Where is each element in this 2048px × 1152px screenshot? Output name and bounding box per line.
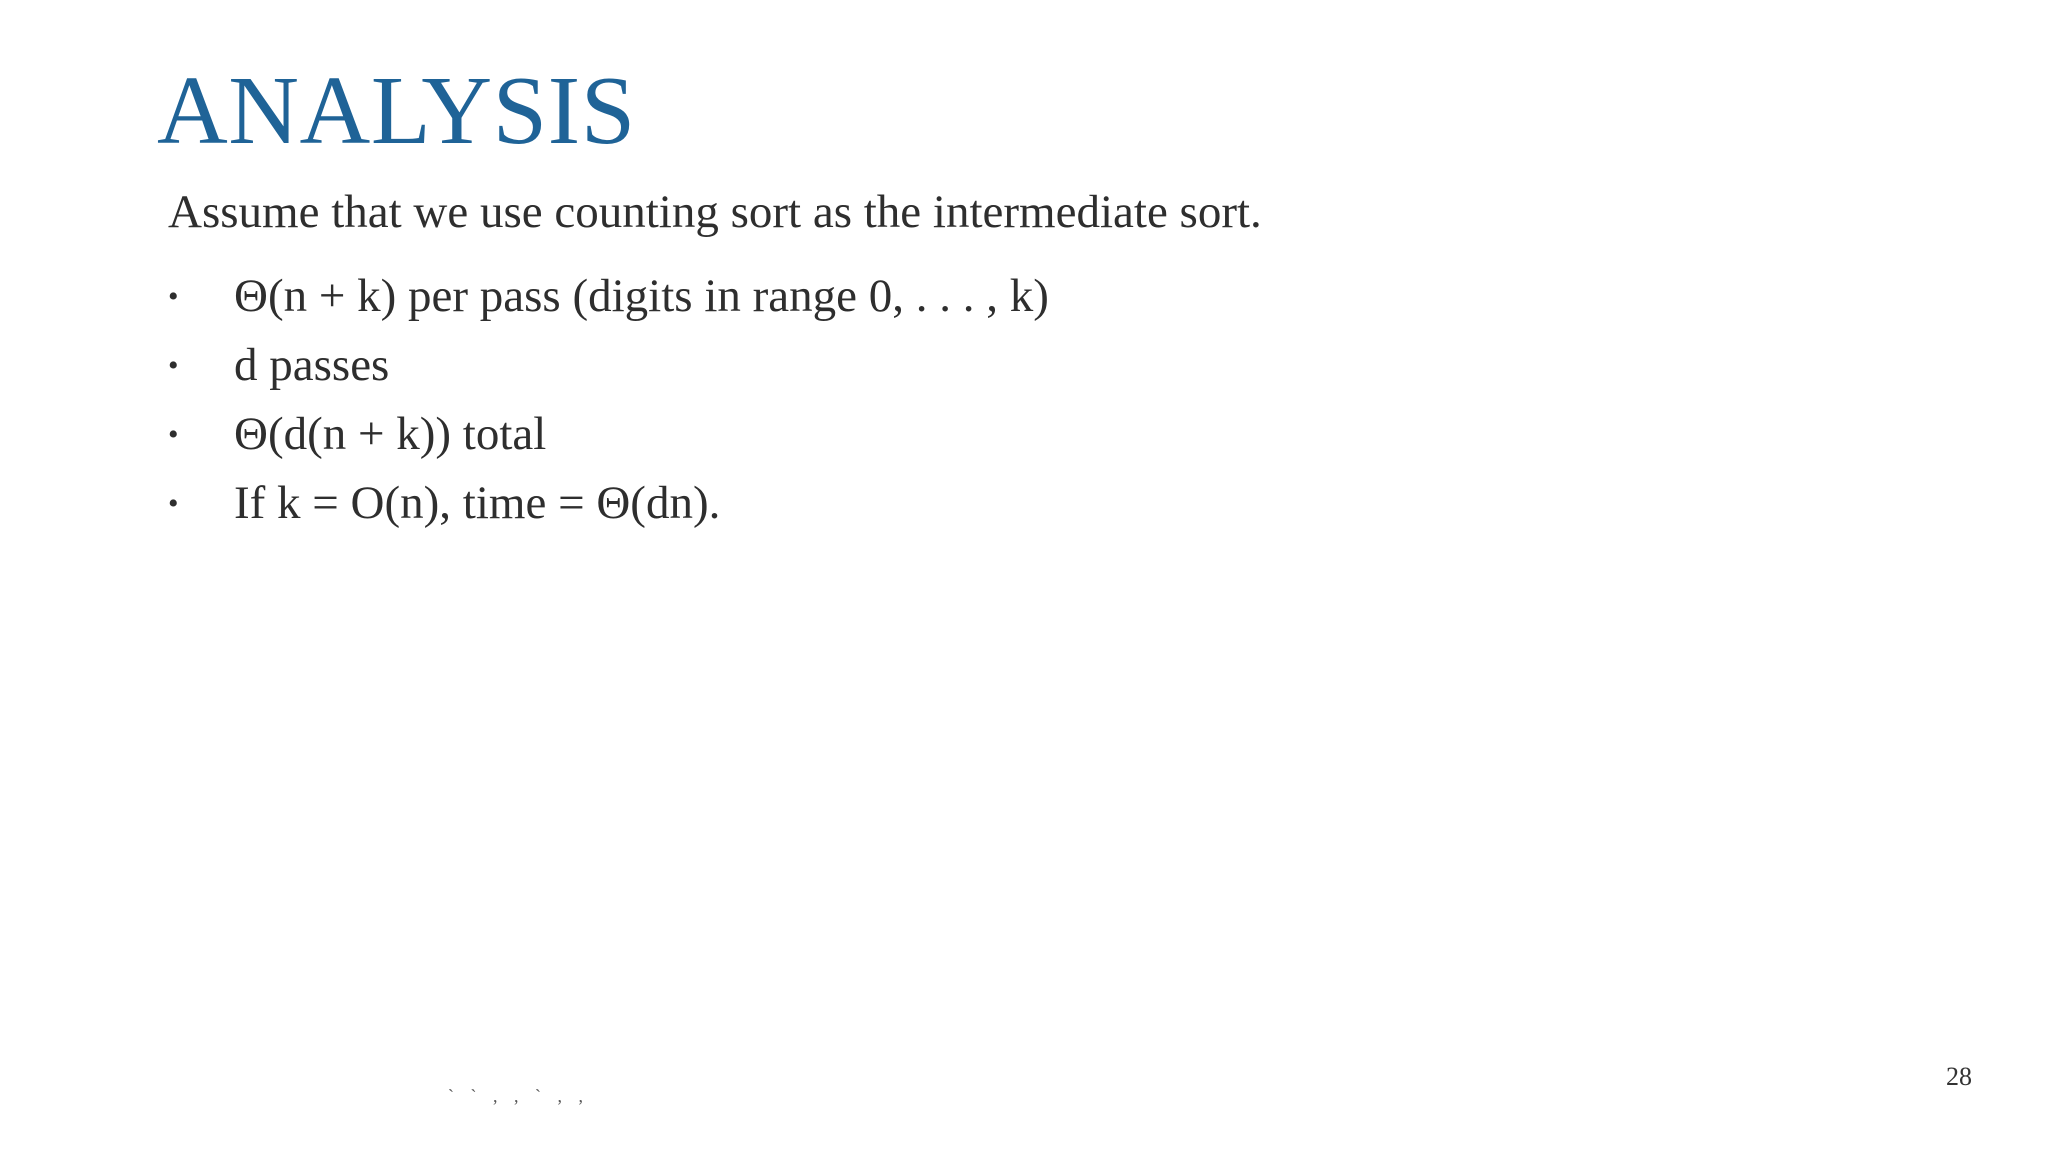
bullet-text: Θ(d(n + k)) total: [234, 408, 547, 460]
bullet-text: d passes: [234, 339, 390, 391]
bullet-text: If k = O(n), time = Θ(dn).: [234, 477, 721, 529]
slide-title: ANALYSIS: [157, 57, 636, 165]
bullet-list: [168, 262, 1568, 538]
bullet-icon: •: [168, 349, 179, 382]
bullet-icon: •: [168, 280, 179, 313]
bullet-text: Θ(n + k) per pass (digits in range 0, . . . , k): [234, 270, 1049, 322]
bullet-item-passes: [168, 331, 1568, 400]
footer-artifact: ` ` , , ` , ,: [448, 1086, 589, 1106]
bullet-item-per-pass: [168, 262, 1568, 331]
slide-content: [168, 182, 1568, 538]
bullet-item-time: [168, 469, 1568, 538]
intro-text: Assume that we use counting sort as the intermediate sort.: [168, 186, 1262, 238]
bullet-item-total: [168, 400, 1568, 469]
bullet-icon: •: [168, 487, 179, 520]
page-number: 28: [1946, 1062, 1972, 1091]
bullet-icon: •: [168, 418, 179, 451]
